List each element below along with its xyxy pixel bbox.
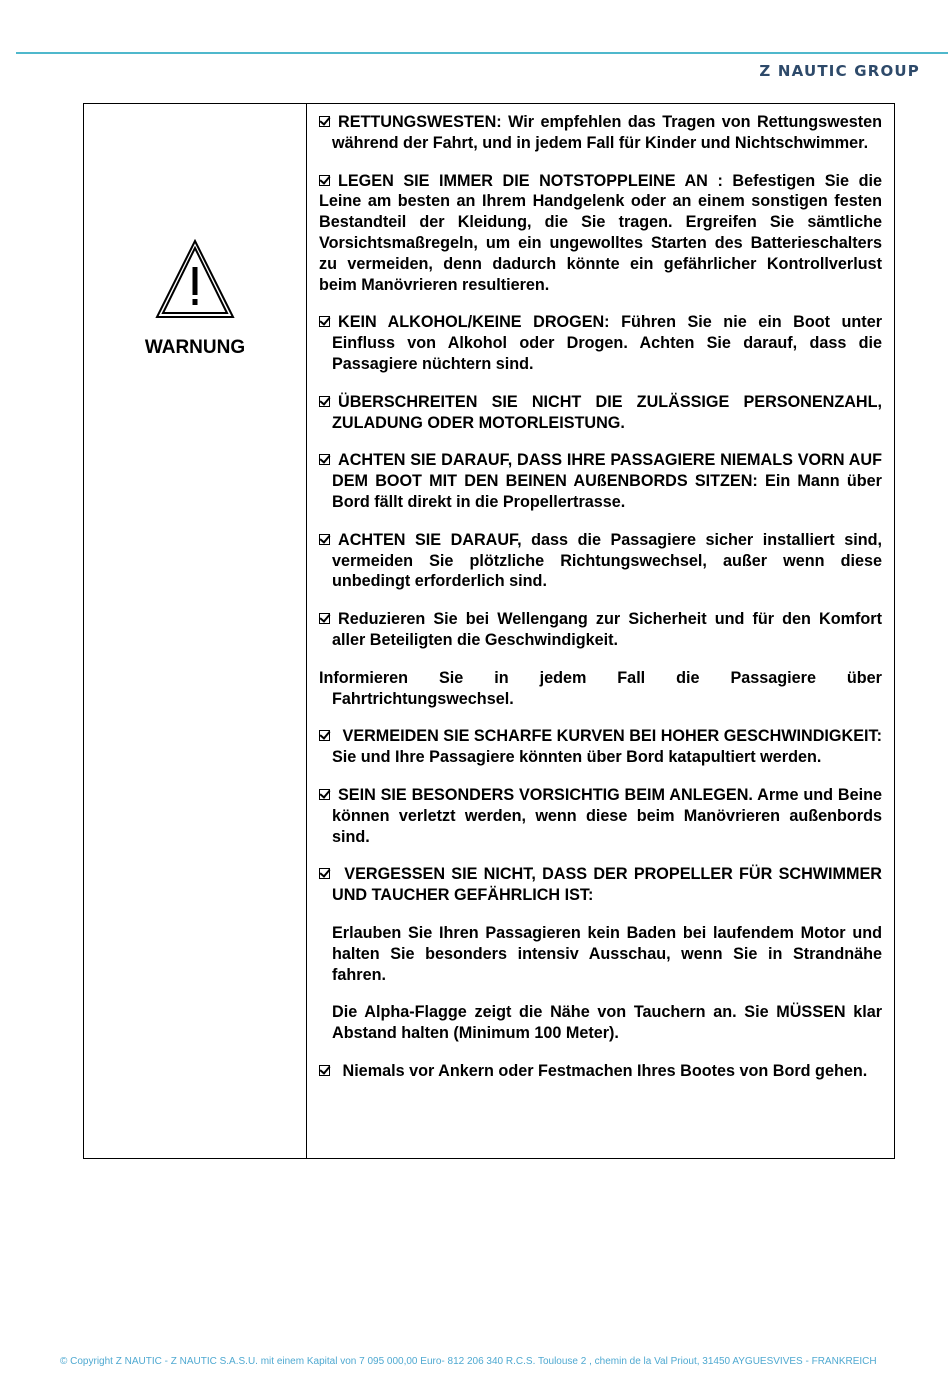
- warning-item: [319, 923, 882, 985]
- warning-item: [319, 392, 882, 434]
- brand-logo-text: Z NAUTIC GROUP: [759, 62, 920, 80]
- header-rule: [16, 52, 948, 54]
- warning-item: [319, 112, 882, 154]
- warning-label: WARNUNG: [144, 337, 246, 358]
- warning-item: [319, 864, 882, 906]
- checked-box-icon: [319, 789, 330, 800]
- warning-item-text: KEIN ALKOHOL/KEINE DROGEN: Führen Sie nie ein Boot unter Einfluss von Alkohol oder Drogen. Achten Sie darauf, dass die Passagiere nüchtern sind.: [332, 313, 882, 373]
- warning-item: [319, 530, 882, 592]
- warning-item-text: VERGESSEN SIE NICHT, DASS DER PROPELLER FÜR SCHWIMMER UND TAUCHER GEFÄHRLICH IST:: [332, 865, 882, 905]
- footer-copyright: © Copyright Z NAUTIC - Z NAUTIC S.A.S.U. mit einem Kapital von 7 095 000,00 Euro- 812 206 340 R.C.S. Toulouse 2 , chemin de la Val Priout, 31450 AYGUESVIVES - FRANKREICH: [60, 1356, 877, 1367]
- warning-item: [319, 668, 882, 710]
- warning-item: [319, 312, 882, 374]
- warning-item: [319, 785, 882, 847]
- warning-item-text: Reduzieren Sie bei Wellengang zur Sicherheit und für den Komfort aller Beteiligten die Geschwindigkeit.: [332, 610, 882, 649]
- warning-table: [83, 103, 895, 1159]
- warning-item-text: LEGEN SIE IMMER DIE NOTSTOPPLEINE AN : Befestigen Sie die Leine am besten an Ihrem Handgelenk oder an einem sonstigen festen Bestandteil der Kleidung, die Sie tragen. Ergreifen Sie sämtliche Vorsichtsmaßregeln, um ein ungewolltes Starten des Batterieschalters zu vermeiden, denn dadurch könnte ein gefährlicher Kontrollverlust beim Manövrieren resultieren.: [319, 171, 882, 294]
- warning-item: [319, 1061, 882, 1082]
- warning-triangle-icon: [155, 239, 235, 319]
- warning-item-text: ACHTEN SIE DARAUF, dass die Passagiere sicher installiert sind, vermeiden Sie plötzliche Richtungswechsel, außer wenn diese unbedingt erforderlich sind.: [332, 530, 882, 591]
- warning-item-text: Informieren Sie in jedem Fall die Passagiere über Fahrtrichtungswechsel.: [319, 668, 882, 708]
- warning-item: [319, 450, 882, 512]
- checked-box-icon: [319, 868, 330, 879]
- warning-item-text: ACHTEN SIE DARAUF, DASS IHRE PASSAGIERE NIEMALS VORN AUF DEM BOOT MIT DEN BEINEN AUßENBORDS SITZEN: Ein Mann über Bord fällt direkt in die Propellertrasse.: [332, 451, 882, 511]
- checked-box-icon: [319, 1065, 330, 1076]
- warning-item-text: Die Alpha-Flagge zeigt die Nähe von Tauchern an. Sie MÜSSEN klar Abstand halten (Minimum 100 Meter).: [332, 1003, 882, 1043]
- warning-item-text: ÜBERSCHREITEN SIE NICHT DIE ZULÄSSIGE PERSONENZAHL, ZULADUNG ODER MOTORLEISTUNG.: [332, 392, 882, 432]
- warning-item-text: SEIN SIE BESONDERS VORSICHTIG BEIM ANLEGEN. Arme und Beine können verletzt werden, wenn diese beim Manövrieren außenbords sind.: [332, 785, 882, 846]
- warning-item-text: Erlauben Sie Ihren Passagieren kein Baden bei laufendem Motor und halten Sie besonders intensiv Ausschau, wenn Sie in Strandnähe fahren.: [332, 923, 882, 984]
- checked-box-icon: [319, 396, 330, 407]
- checked-box-icon: [319, 316, 330, 327]
- checked-box-icon: [319, 613, 330, 624]
- warning-item: [319, 609, 882, 651]
- warning-item-text: VERMEIDEN SIE SCHARFE KURVEN BEI HOHER GESCHWINDIGKEIT: Sie und Ihre Passagiere könnten über Bord katapultiert werden.: [332, 727, 882, 767]
- checked-box-icon: [319, 175, 330, 186]
- warning-item: [319, 171, 882, 296]
- checked-box-icon: [319, 730, 330, 741]
- checked-box-icon: [319, 534, 330, 545]
- warning-item-text: RETTUNGSWESTEN: Wir empfehlen das Tragen von Rettungswesten während der Fahrt, und in jedem Fall für Kinder und Nichtschwimmer.: [332, 113, 882, 152]
- warning-cell: [84, 104, 307, 1158]
- checked-box-icon: [319, 454, 330, 465]
- warning-item: [319, 726, 882, 768]
- warning-items: [307, 104, 894, 1158]
- warning-item: [319, 1002, 882, 1044]
- checked-box-icon: [319, 116, 330, 127]
- warning-item-text: Niemals vor Ankern oder Festmachen Ihres Bootes von Bord gehen.: [338, 1061, 868, 1080]
